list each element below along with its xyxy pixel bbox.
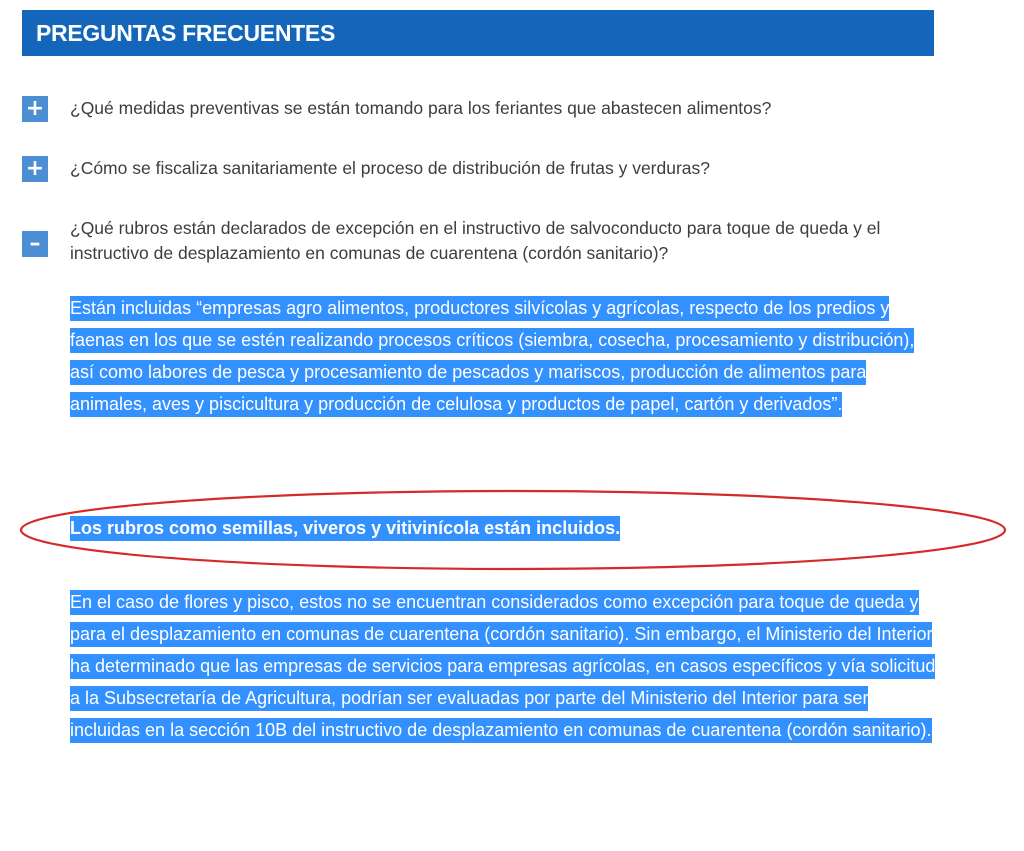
faq-question[interactable]: ¿Qué medidas preventivas se están tomando para los feriantes que abastecen alimentos? (70, 98, 772, 118)
page-title: PREGUNTAS FRECUENTES (36, 19, 335, 46)
expand-plus-icon[interactable]: + (22, 96, 48, 122)
faq-item-rubros-excepcion[interactable] (22, 216, 934, 272)
collapse-minus-icon[interactable]: – (22, 231, 48, 257)
selected-text: Están incluidas “empresas agro alimentos, productores silvícolas y agrícolas, respecto de los predios y faenas en los que se estén realizando procesos críticos (siembra, cosecha, procesamiento y distribución), así como labores de pesca y procesamiento de pescados y mariscos, producción de alimentos para animales, aves y piscicultura y producción de celulosa y productos de papel, cartón y derivados”. (70, 296, 914, 417)
faq-question[interactable]: ¿Cómo se fiscaliza sanitariamente el proceso de distribución de frutas y verduras? (70, 158, 711, 178)
selected-text: Los rubros como semillas, viveros y vitivinícola están incluidos. (70, 516, 620, 541)
faq-answer-highlighted-statement (70, 512, 940, 544)
faq-item-fiscalizacion[interactable] (22, 156, 934, 184)
selected-text: En el caso de flores y pisco, estos no se encuentran considerados como excepción para toque de queda y para el desplazamiento en comunas de cuarentena (cordón sanitario). Sin embargo, el Ministerio del Interior ha determinado que las empresas de servicios para empresas agrícolas, en casos específicos y vía solicitud a la Subsecretaría de Agricultura, podrían ser evaluadas por parte del Ministerio del Interior para ser incluidas en la sección 10B del instructivo de desplazamiento en comunas de cuarentena (cordón sanitario). (70, 590, 935, 743)
expand-plus-icon[interactable]: + (22, 156, 48, 182)
faq-answer-paragraph (70, 586, 940, 746)
faq-item-feriantes[interactable] (22, 96, 934, 124)
faq-question[interactable]: ¿Qué rubros están declarados de excepción en el instructivo de salvoconducto para toque de queda y el instructivo de desplazamiento en comunas de cuarentena (cordón sanitario)? (70, 218, 881, 263)
faq-header (22, 10, 934, 56)
faq-answer-paragraph (70, 292, 940, 420)
